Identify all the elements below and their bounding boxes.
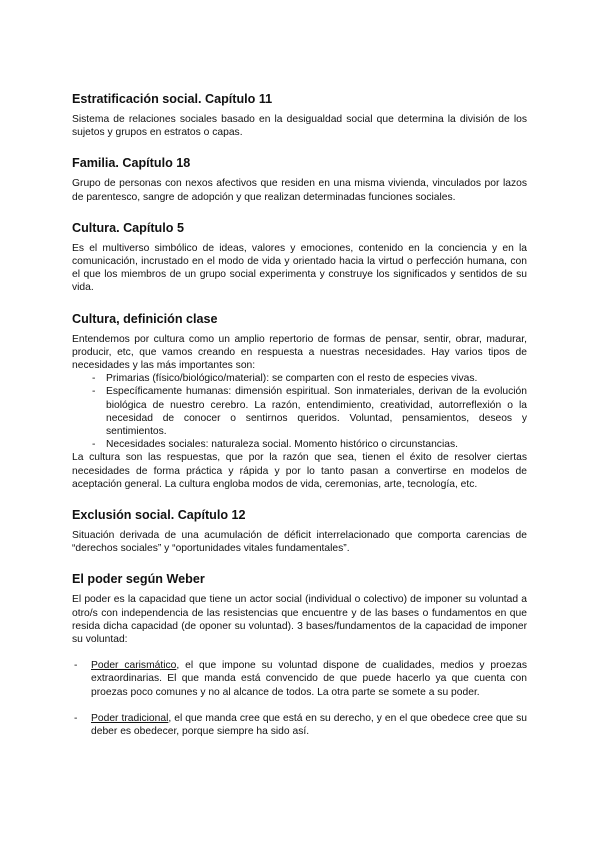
list-item [72,438,527,451]
needs-list [72,372,527,451]
list-item [72,659,527,699]
section-exclusion [72,508,527,555]
section-cultura [72,221,527,295]
bullet-dash: - [92,386,96,398]
section-title: Exclusión social. Capítulo 12 [72,508,246,523]
section-intro: Entendemos por cultura como un amplio repertorio de formas de pensar, sentir, obrar, madurar, producir, etc, que vamos creando en respuesta a nuestras necesidades. Hay varios tipos de necesidades y las más importantes son: [72,333,527,372]
power-desc: , el que impone su voluntad dispone de cualidades, medios y proezas extraordinarias. El que manda está convencido de que puede hacerlo ya que cuenta con proezas poco comunes y no al alcance de todos. La otra parte se somete a su poder. [91,660,527,698]
section-outro: La cultura son las respuestas, que por la razón que sea, tienen el éxito de resolver ciertas necesidades de forma práctica y rápida y por lo tanto pasan a convertirse en modelos de aceptación general. La cultura engloba modos de vida, ceremonias, arte, tecnología, etc. [72,452,527,490]
section-text: El poder es la capacidad que tiene un actor social (individual o colectivo) de imponer su voluntad a otro/s con independencia de las resistencias que encuentre y de las bases o fundamentos en que resida dicha capacidad (de oponer su voluntad). 3 bases/fundamentos de la capacidad de imponer su voluntad: [72,594,527,646]
list-item-text: Primarias (físico/biológico/material): se comparten con el resto de especies vivas. [106,373,478,385]
list-item [72,712,527,738]
section-title: Familia. Capítulo 18 [72,156,191,171]
section-poder-weber [72,572,527,738]
list-item [72,385,527,438]
section-title: Cultura. Capítulo 5 [72,220,184,235]
section-title: Estratificación social. Capítulo 11 [72,92,273,106]
power-term: Poder tradicional [91,712,169,724]
section-text: Es el multiverso simbólico de ideas, valores y emociones, contenido en la conciencia y en la comunicación, incrustado en el modo de vida y orientado hacia la virtud o perfección humana, con el que los miembros de un grupo social experimenta y construye los significados y sentidos de su vida. [72,242,527,294]
bullet-dash: - [74,712,78,724]
power-term: Poder carismático [91,660,177,672]
list-item [72,372,527,385]
bullet-dash: - [74,660,78,672]
section-estratificacion [72,92,527,139]
document-page [72,92,527,738]
section-text: Sistema de relaciones sociales basado en la desigualdad social que determina la división de los sujetos y grupos en estratos o capas. [72,114,527,139]
list-item-text: Específicamente humanas: dimensión espiritual. Son inmateriales, derivan de la evolución biológica de nuestro cerebro. La razón, entendimiento, creatividad, autorreflexión o la necesidad de conocer o sentirnos queridos. Voluntad, pensamientos, deseos y sentimientos. [106,386,527,438]
power-desc: , el que manda cree que está en su derecho, y en el que obedece cree que su deber es obedecer, porque siempre ha sido así. [91,712,527,738]
section-text: Grupo de personas con nexos afectivos que residen en una misma vivienda, vinculados por lazos de parentesco, sangre de adopción y que realizan determinadas funciones sociales. [72,178,527,203]
section-title: El poder según Weber [72,572,205,587]
bullet-dash: - [92,373,96,385]
section-familia [72,156,527,203]
section-title: Cultura, definición clase [72,311,218,326]
section-cultura-clase [72,312,527,491]
power-list [72,659,527,738]
list-item-text: Necesidades sociales: naturaleza social. Momento histórico o circunstancias. [106,439,458,451]
bullet-dash: - [92,439,96,451]
section-text: Situación derivada de una acumulación de déficit interrelacionado que comporta carencias de “derechos sociales” y “oportunidades vitales fundamentales”. [72,530,527,555]
